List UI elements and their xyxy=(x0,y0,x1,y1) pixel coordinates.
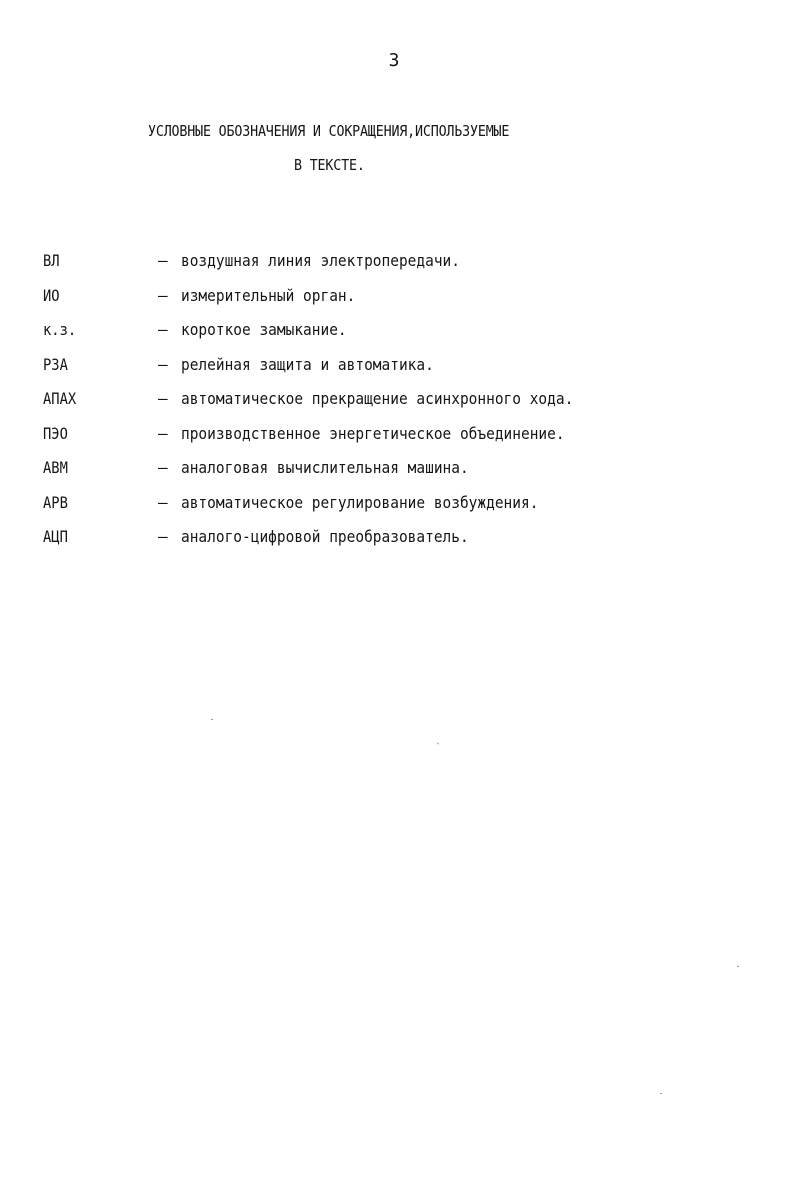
abbreviation-definition: производственное энергетическое объединение. xyxy=(181,423,565,443)
abbreviation-dash: – xyxy=(158,423,168,443)
page-title-line-1: УСЛОВНЫЕ ОБОЗНАЧЕНИЯ И СОКРАЩЕНИЯ,ИСПОЛЬЗУЕМЫЕ xyxy=(148,122,510,140)
list-item xyxy=(0,319,796,354)
list-item xyxy=(0,285,796,320)
abbreviation-definition: аналоговая вычислительная машина. xyxy=(181,458,469,477)
abbreviation-definition: релейная защита и автоматика. xyxy=(181,354,434,374)
abbreviation-definition: короткое замыкание. xyxy=(181,320,347,339)
abbreviation-list xyxy=(0,250,796,561)
abbreviation-definition: воздушная линия электропередачи. xyxy=(181,251,460,270)
abbreviation-term: АРВ xyxy=(43,492,68,512)
abbreviation-definition: измерительный орган. xyxy=(181,285,356,305)
abbreviation-term: АЦП xyxy=(43,527,68,546)
abbreviation-definition: аналого-цифровой преобразователь. xyxy=(181,527,469,546)
abbreviation-term: РЗА xyxy=(43,354,68,374)
abbreviation-term: к.з. xyxy=(43,320,77,339)
scan-speck xyxy=(660,1093,662,1094)
list-item xyxy=(0,423,796,458)
abbreviation-definition: автоматическое регулирование возбуждения. xyxy=(181,492,539,512)
abbreviation-dash: – xyxy=(158,389,168,408)
abbreviation-dash: – xyxy=(158,492,168,512)
abbreviation-dash: – xyxy=(158,320,168,339)
scan-speck xyxy=(437,742,439,744)
abbreviation-term: ПЭО xyxy=(43,423,68,443)
abbreviation-term: АВМ xyxy=(43,458,68,477)
abbreviation-term: ВЛ xyxy=(43,251,60,270)
abbreviation-term: ИО xyxy=(43,285,60,305)
page-title-line-2: В ТЕКСТЕ. xyxy=(294,156,365,174)
list-item xyxy=(0,388,796,423)
abbreviation-definition: автоматическое прекращение асинхронного хода. xyxy=(181,389,574,408)
abbreviation-term: АПАХ xyxy=(43,389,77,408)
page-number: 3 xyxy=(388,50,400,71)
list-item xyxy=(0,492,796,527)
scan-speck xyxy=(737,966,739,967)
scan-speck xyxy=(211,719,213,720)
abbreviation-dash: – xyxy=(158,354,168,374)
list-item xyxy=(0,250,796,285)
abbreviation-dash: – xyxy=(158,251,168,270)
list-item xyxy=(0,457,796,492)
list-item xyxy=(0,354,796,389)
abbreviation-dash: – xyxy=(158,285,168,305)
list-item xyxy=(0,526,796,561)
abbreviation-dash: – xyxy=(158,458,168,477)
abbreviation-dash: – xyxy=(158,527,168,546)
